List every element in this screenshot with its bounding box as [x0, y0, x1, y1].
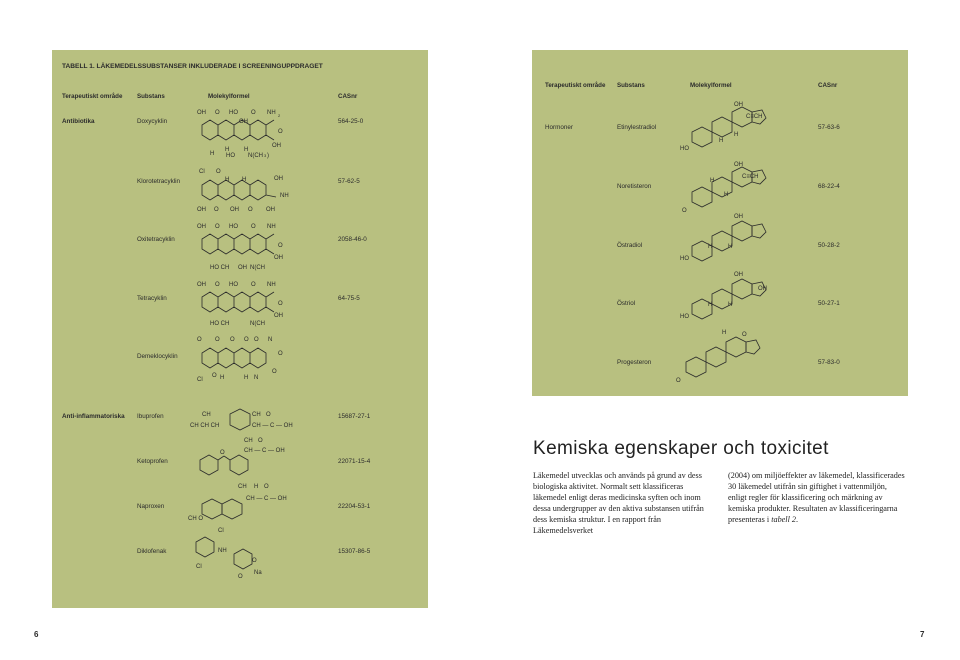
- svg-text:Cl: Cl: [218, 528, 224, 534]
- page-number-left: 6: [34, 630, 39, 639]
- svg-text:H: H: [708, 302, 713, 308]
- svg-text:CH: CH: [244, 438, 253, 444]
- svg-text:Cl: Cl: [196, 564, 202, 570]
- svg-text:OH: OH: [274, 255, 283, 261]
- svg-text:CH: CH: [202, 412, 211, 418]
- header-area-right: Terapeutiskt område: [545, 82, 606, 89]
- svg-text:O: O: [212, 373, 217, 379]
- svg-text:H: H: [728, 302, 733, 308]
- header-cas-right: CASnr: [818, 82, 838, 89]
- header-formula: Molekylformel: [208, 93, 250, 100]
- svg-text:OH: OH: [239, 119, 248, 125]
- svg-text:H: H: [244, 375, 249, 381]
- svg-text:CH — C — OH: CH — C — OH: [252, 423, 293, 429]
- row-substance: Ketoprofen: [137, 458, 168, 465]
- svg-text:O: O: [278, 351, 283, 357]
- svg-text:N(CH: N(CH: [250, 265, 265, 271]
- svg-text:OH: OH: [734, 272, 743, 278]
- row-substance: Naproxen: [137, 503, 165, 510]
- svg-text:Na: Na: [254, 570, 262, 576]
- svg-text:OH: OH: [197, 207, 206, 213]
- row-substance: Diklofenak: [137, 548, 167, 555]
- svg-text:O: O: [251, 282, 256, 288]
- svg-text:CH: CH: [252, 412, 261, 418]
- svg-text:O: O: [251, 224, 256, 230]
- row-substance: Tetracyklin: [137, 295, 167, 302]
- structure-tetracyklin: [192, 277, 292, 333]
- row-cas: 50-28-2: [818, 242, 840, 249]
- row-area: Hormoner: [545, 124, 573, 131]
- row-cas: 22204-53-1: [338, 503, 371, 510]
- svg-text:NH: NH: [267, 224, 276, 230]
- row-cas: 57-63-6: [818, 124, 840, 131]
- section-heading: Kemiska egenskaper och toxicitet: [533, 438, 829, 459]
- header-formula-right: Molekylformel: [690, 82, 732, 89]
- svg-text:O: O: [676, 378, 681, 384]
- svg-text:C≡CH: C≡CH: [746, 114, 763, 120]
- header-cas: CASnr: [338, 93, 358, 100]
- svg-text:O: O: [244, 337, 249, 343]
- svg-text:O: O: [216, 169, 221, 175]
- svg-text:O: O: [252, 558, 257, 564]
- svg-text:OH: OH: [758, 286, 767, 292]
- table-title: TABELL 1. LÄKEMEDELSSUBSTANSER INKLUDERADE I SCREENINGUPPDRAGET: [62, 63, 323, 70]
- svg-text:H: H: [242, 177, 247, 183]
- svg-text:O: O: [254, 337, 259, 343]
- svg-text:HO CH: HO CH: [210, 321, 230, 327]
- body-text-col1: Läkemedel utvecklas och används på grund av dess biologiska aktivitet. Normalt sett klassificeras läkemedel enligt deras medicinska syften och inom dessa undergrupper av den aktiva substansen utifrån dess kemiska struktur. I en rapport från Läkemedelsverket: [533, 471, 704, 535]
- svg-text:O: O: [264, 484, 269, 490]
- row-substance: Klorotetracyklin: [137, 178, 181, 185]
- svg-text:O: O: [215, 282, 220, 288]
- row-substance: Noretisteron: [617, 183, 652, 190]
- svg-text:HO: HO: [680, 314, 689, 320]
- svg-text:NH: NH: [267, 110, 276, 116]
- row-cas: 57-62-5: [338, 178, 360, 185]
- structure-ketoprofen: [200, 438, 290, 478]
- header-substance: Substans: [137, 93, 165, 100]
- svg-text:H: H: [734, 132, 739, 138]
- row-substance: Oxitetracyklin: [137, 236, 175, 243]
- svg-text:CH — C — OH: CH — C — OH: [244, 448, 285, 454]
- svg-text:H: H: [254, 484, 259, 490]
- svg-text:HO CH: HO CH: [210, 265, 230, 271]
- svg-text:NH: NH: [218, 548, 227, 554]
- svg-text:H: H: [244, 147, 249, 153]
- svg-text:CH CH CH: CH CH CH: [190, 423, 220, 429]
- svg-text:Cl: Cl: [199, 169, 205, 175]
- structure-doxycyklin: [192, 105, 292, 161]
- svg-text:H: H: [728, 244, 733, 250]
- row-substance: Ibuprofen: [137, 413, 164, 420]
- structure-oxitetracyklin: [192, 219, 292, 275]
- row-cas: 50-27-1: [818, 300, 840, 307]
- svg-text:OH: OH: [197, 224, 206, 230]
- svg-text:C≡CH: C≡CH: [742, 174, 759, 180]
- svg-text:H: H: [719, 138, 724, 144]
- svg-text:H: H: [220, 375, 225, 381]
- structure-naproxen: [188, 482, 288, 534]
- svg-text:OH: OH: [734, 214, 743, 220]
- row-cas: 2058-46-0: [338, 236, 367, 243]
- svg-text:N(CH: N(CH: [250, 321, 265, 327]
- svg-text:O: O: [215, 110, 220, 116]
- svg-text:H: H: [225, 177, 230, 183]
- row-cas: 68-22-4: [818, 183, 840, 190]
- row-cas: 564-25-0: [338, 118, 364, 125]
- svg-text:CH — C — OH: CH — C — OH: [246, 496, 287, 502]
- svg-text:N(CH: N(CH: [248, 153, 263, 159]
- svg-text:N: N: [268, 337, 273, 343]
- svg-text:O: O: [278, 129, 283, 135]
- svg-text:2: 2: [278, 113, 281, 118]
- svg-text:OH: OH: [734, 102, 743, 108]
- row-cas: 22071-15-4: [338, 458, 371, 465]
- svg-text:O: O: [215, 337, 220, 343]
- header-substance-right: Substans: [617, 82, 645, 89]
- structure-ostriol: [672, 272, 782, 328]
- svg-text:H: H: [724, 192, 729, 198]
- svg-text:HO: HO: [680, 146, 689, 152]
- header-area: Terapeutiskt område: [62, 93, 123, 100]
- svg-text:H: H: [710, 178, 715, 184]
- body-text-end: .: [796, 514, 799, 524]
- svg-text:Cl: Cl: [197, 377, 203, 383]
- svg-text:H: H: [722, 330, 727, 336]
- svg-text:N: N: [254, 375, 259, 381]
- svg-text:O: O: [248, 207, 253, 213]
- body-text-col2: [728, 471, 906, 526]
- row-cas: 15687-27-1: [338, 413, 371, 420]
- structure-klorotetracyklin: [192, 165, 292, 221]
- svg-text:O: O: [214, 207, 219, 213]
- row-substance: Demeklocyklin: [137, 353, 178, 360]
- svg-text:O: O: [278, 243, 283, 249]
- structure-ibuprofen: [190, 408, 300, 436]
- svg-text:): ): [267, 153, 269, 159]
- svg-text:OH: OH: [197, 282, 206, 288]
- row-area: Antibiotika: [62, 118, 95, 125]
- svg-text:OH: OH: [734, 162, 743, 168]
- svg-text:OH: OH: [230, 207, 239, 213]
- table-reference: tabell 2: [771, 514, 796, 524]
- svg-text:O: O: [266, 412, 271, 418]
- svg-text:O: O: [197, 337, 202, 343]
- row-cas: 64-75-5: [338, 295, 360, 302]
- structure-demeklocyklin: [192, 333, 292, 389]
- svg-text:O: O: [215, 224, 220, 230]
- row-substance: Doxycyklin: [137, 118, 168, 125]
- row-cas: 15307-86-5: [338, 548, 371, 555]
- row-cas: 57-83-0: [818, 359, 840, 366]
- svg-text:O: O: [278, 301, 283, 307]
- svg-text:H: H: [708, 244, 713, 250]
- svg-text:NH: NH: [280, 193, 289, 199]
- structure-ostradiol: [672, 214, 772, 270]
- svg-text:H: H: [225, 147, 230, 153]
- structure-diklofenak: [190, 530, 280, 582]
- svg-text:HO: HO: [226, 153, 235, 159]
- svg-text:OH: OH: [238, 265, 247, 271]
- svg-text:CH O: CH O: [188, 516, 203, 522]
- svg-text:O: O: [682, 208, 687, 214]
- svg-text:H: H: [210, 151, 215, 157]
- row-substance: Etinylestradiol: [617, 124, 657, 131]
- svg-text:O: O: [220, 450, 225, 456]
- svg-text:CH: CH: [238, 484, 247, 490]
- structure-etinylestradiol: [672, 100, 772, 156]
- svg-text:NH: NH: [267, 282, 276, 288]
- svg-text:O: O: [230, 337, 235, 343]
- body-text: (2004) om miljöeffekter av läkemedel, klassificerades 30 läkemedel utifrån sin giftighet i vattenmiljön, enligt regler för klassificering och märkning av kemiska produkter. Resultaten av klassificeringarna presenteras i: [728, 471, 905, 524]
- svg-text:O: O: [238, 574, 243, 580]
- svg-text:OH: OH: [272, 143, 281, 149]
- row-substance: Östradiol: [617, 242, 643, 249]
- svg-text:HO: HO: [229, 224, 238, 230]
- svg-text:O: O: [251, 110, 256, 116]
- svg-text:OH: OH: [266, 207, 275, 213]
- structure-noretisteron: [672, 160, 772, 216]
- svg-text:OH: OH: [274, 176, 283, 182]
- svg-text:O: O: [272, 369, 277, 375]
- svg-text:O: O: [258, 438, 263, 444]
- svg-text:OH: OH: [274, 313, 283, 319]
- svg-text:3: 3: [264, 153, 267, 158]
- row-area: Anti-inflammatoriska: [62, 413, 125, 420]
- page-number-right: 7: [920, 630, 925, 639]
- svg-text:OH: OH: [197, 110, 206, 116]
- structure-progesteron: [672, 328, 772, 384]
- row-substance: Östriol: [617, 300, 636, 307]
- row-substance: Progesteron: [617, 359, 652, 366]
- svg-text:O: O: [742, 332, 747, 338]
- svg-text:HO: HO: [229, 282, 238, 288]
- svg-text:HO: HO: [680, 256, 689, 262]
- svg-text:HO: HO: [229, 110, 238, 116]
